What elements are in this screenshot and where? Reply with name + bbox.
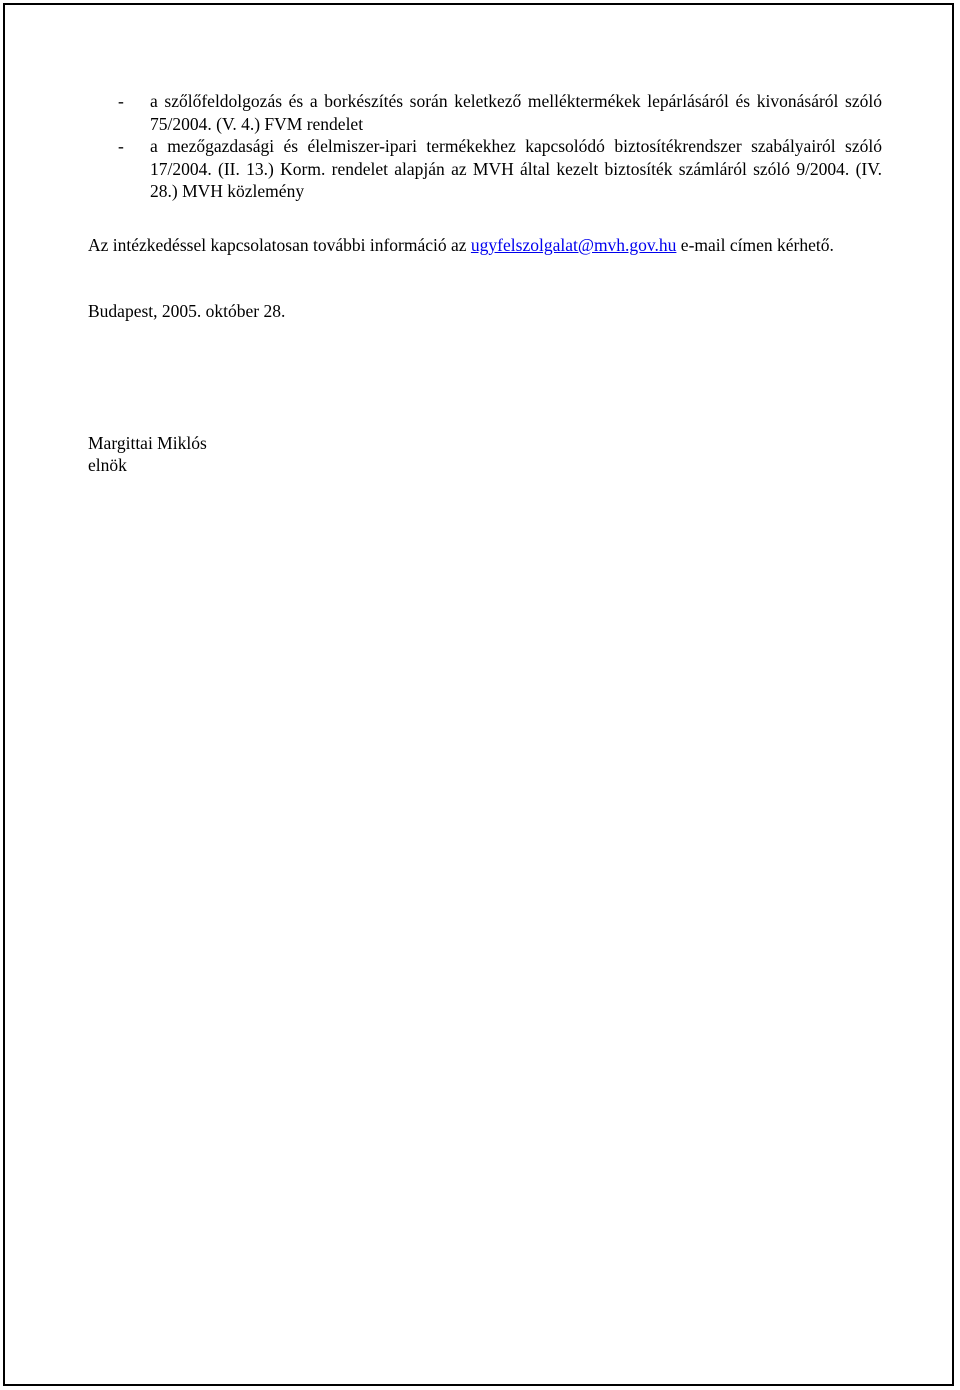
document-page <box>3 3 954 1386</box>
signatory-title: elnök <box>88 455 127 475</box>
contact-note-before: Az intézkedéssel kapcsolatosan további információ az <box>88 234 471 255</box>
signatory-name: Margittai Miklós <box>88 432 207 453</box>
signature-block <box>88 432 882 477</box>
list-bullet: - <box>118 91 124 111</box>
list-item <box>88 135 882 203</box>
list-item-text: a mezőgazdasági és élelmiszer-ipari termékekhez kapcsolódó biztosítékrendszer szabályairól szóló 17/2004. (II. 13.) Korm. rendelet alapján az MVH által kezelt biztosíték számláról szóló 9/2004. (IV. 28.) MVH közlemény <box>150 136 882 201</box>
contact-note <box>88 234 882 257</box>
legal-reference-list <box>88 90 882 203</box>
list-bullet: - <box>118 136 124 156</box>
email-link[interactable]: ugyfelszolgalat@mvh.gov.hu <box>470 234 677 255</box>
place-and-date: Budapest, 2005. október 28. <box>88 301 286 321</box>
list-item-text: a szőlőfeldolgozás és a borkészítés során keletkező melléktermékek lepárlásáról és kivonásáról szóló 75/2004. (V. 4.) FVM rendelet <box>150 91 882 134</box>
list-item <box>88 90 882 135</box>
document-body <box>88 90 882 477</box>
contact-note-after: e-mail címen kérhető. <box>676 234 834 255</box>
